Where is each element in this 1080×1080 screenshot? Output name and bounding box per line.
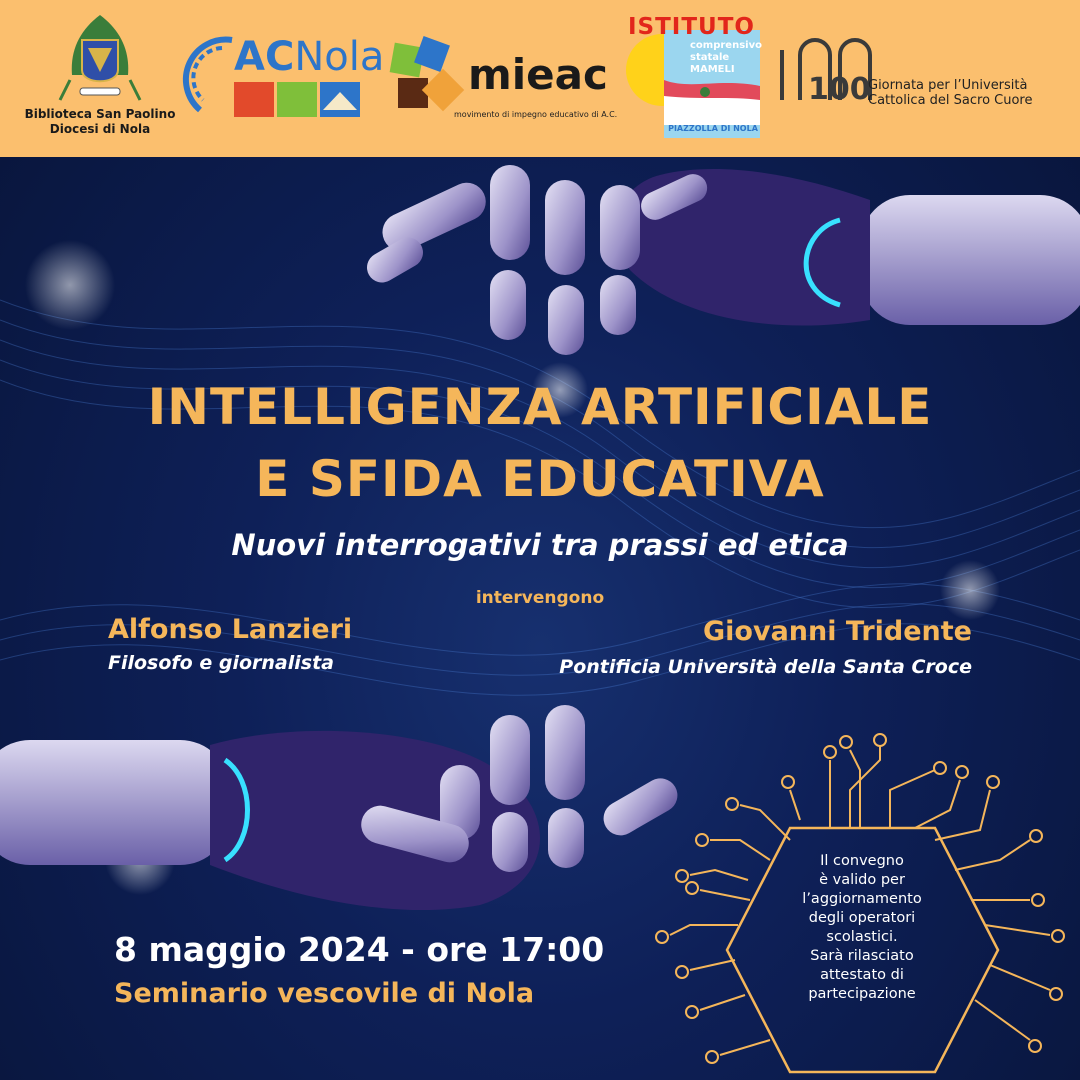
note-line: degli operatori — [808, 910, 916, 926]
speaker-2-role: Pontificia Università della Santa Croce — [559, 656, 972, 678]
istituto-line2: statale — [690, 52, 730, 63]
istituto-footer: PIAZZOLLA DI NOLA — [668, 124, 758, 133]
mieac-logo-text: mieac — [468, 50, 608, 99]
robot-hand-top — [362, 165, 1080, 355]
centenary-logo-text: 100 — [808, 72, 871, 107]
istituto-title: ISTITUTO — [628, 14, 755, 40]
mieac-logo-icon — [390, 36, 465, 111]
event-subtitle: Nuovi interrogativi tra prassi ed etica — [231, 528, 849, 562]
note-line: scolastici. — [826, 929, 898, 945]
istituto-line1: comprensivo — [690, 40, 762, 51]
event-date-time: 8 maggio 2024 - ore 17:00 — [114, 930, 605, 969]
glow-orb — [25, 240, 115, 330]
library-caption-line2: Diocesi di Nola — [49, 122, 151, 136]
ac-logo-part1: AC — [234, 34, 295, 80]
logo-header — [0, 0, 1080, 157]
speaker-1-role: Filosofo e giornalista — [108, 652, 334, 674]
diocese-coat-of-arms-icon — [60, 15, 140, 100]
ac-logo-part2: Nola — [294, 34, 385, 80]
note-line: l’aggiornamento — [802, 891, 922, 907]
library-caption-line1: Biblioteca San Paolino — [24, 107, 176, 121]
event-venue: Seminario vescovile di Nola — [114, 978, 535, 1009]
speakers-label: intervengono — [475, 588, 605, 608]
event-title-line1: INTELLIGENZA ARTIFICIALE — [147, 378, 933, 436]
robot-hand-bottom — [0, 705, 684, 910]
mieac-subtitle: movimento di impegno educativo di A.C. — [454, 110, 618, 119]
certification-note — [790, 852, 934, 1004]
library-caption — [20, 107, 180, 137]
event-title-line2: E SFIDA EDUCATIVA — [255, 450, 825, 508]
note-line: Il convegno — [820, 853, 904, 869]
university-text — [868, 78, 1033, 108]
note-line: partecipazione — [808, 986, 916, 1002]
university-line2: Cattolica del Sacro Cuore — [868, 93, 1033, 108]
istituto-line3: MAMELI — [690, 64, 735, 75]
ac-logo-text — [234, 34, 384, 80]
speaker-2-name: Giovanni Tridente — [703, 616, 972, 647]
istituto-text — [690, 40, 762, 76]
note-line: è valido per — [819, 872, 905, 888]
university-line1: Giornata per l’Università — [868, 78, 1028, 93]
note-line: attestato di — [820, 967, 904, 983]
speaker-1-name: Alfonso Lanzieri — [108, 614, 353, 645]
note-line: Sarà rilasciato — [810, 948, 914, 964]
